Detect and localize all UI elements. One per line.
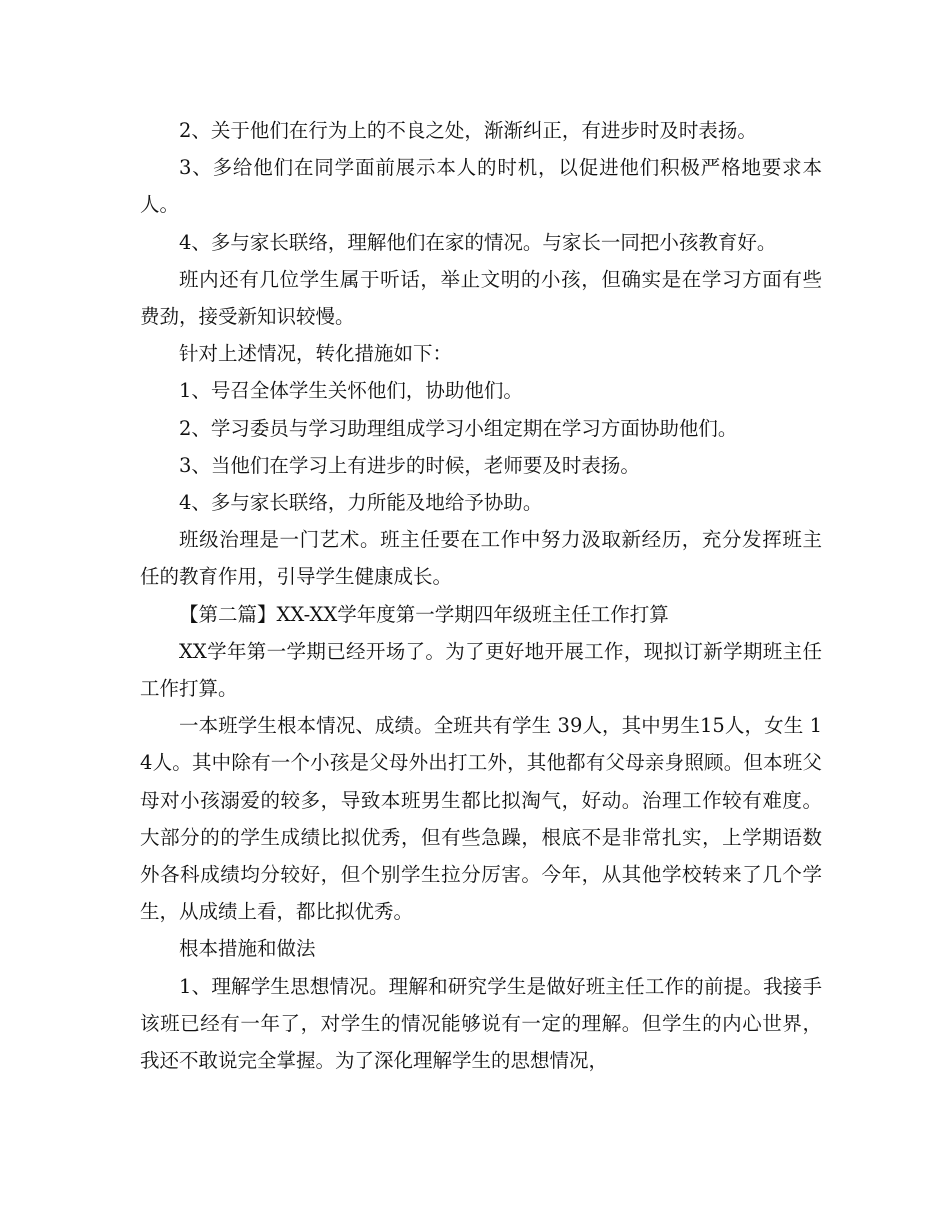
paragraph-6: 1、号召全体学生关怀他们，协助他们。 [179, 379, 523, 403]
paragraph-4: 班内还有几位学生属于听话，举止文明的小孩，但确实是在学习方面有些费劲，接受新知识较慢。 [140, 267, 822, 329]
paragraph-7: 2、学习委员与学习助理组成学习小组定期在学习方面协助他们。 [179, 416, 738, 440]
paragraph-13: 一本班学生根本情况、成绩。全班共有学生 39人，其中男生15人，女生 14人。其中除有一个小孩是父母外出打工外，其他都有父母亲身照顾。但本班父母对小孩溺爱的较多，导致本班男生都比拟淘气，好动。治理工作较有难度。大部分的的学生成绩比拟优秀，但有些急躁，根底不是非常扎实，上学期语数外各科成绩均分较好，但个别学生拉分厉害。今年，从其他学校转来了几个学生，从成绩上看，都比拟优秀。 [140, 714, 822, 924]
paragraph-2: 3、多给他们在同学面前展示本人的时机，以促进他们积极严格地要求本人。 [140, 156, 822, 217]
paragraph-14: 根本措施和做法 [179, 937, 316, 961]
paragraph-3: 4、多与家长联络，理解他们在家的情况。与家长一同把小孩教育好。 [179, 230, 777, 254]
section-heading: 【第二篇】XX-XX学年度第一学期四年级班主任工作打算 [179, 602, 669, 626]
document-body [140, 112, 822, 1079]
paragraph-1: 2、关于他们在行为上的不良之处，渐渐纠正，有进步时及时表扬。 [179, 119, 757, 142]
paragraph-5: 针对上述情况，转化措施如下： [179, 342, 453, 366]
paragraph-15: 1、理解学生思想情况。理解和研究学生是做好班主任工作的前提。我接手该班已经有一年了，对学生的情况能够说有一定的理解。但学生的内心世界，我还不敢说完全掌握。为了深化理解学生的思想情况， [140, 974, 822, 1073]
paragraph-8: 3、当他们在学习上有进步的时候，老师要及时表扬。 [179, 453, 640, 477]
paragraph-9: 4、多与家长联络，力所能及地给予协助。 [179, 491, 543, 515]
paragraph-12: XX学年第一学期已经开场了。为了更好地开展工作，现拟订新学期班主任工作打算。 [140, 639, 822, 701]
paragraph-10: 班级治理是一门艺术。班主任要在工作中努力汲取新经历，充分发挥班主任的教育作用，引导学生健康成长。 [140, 528, 822, 589]
